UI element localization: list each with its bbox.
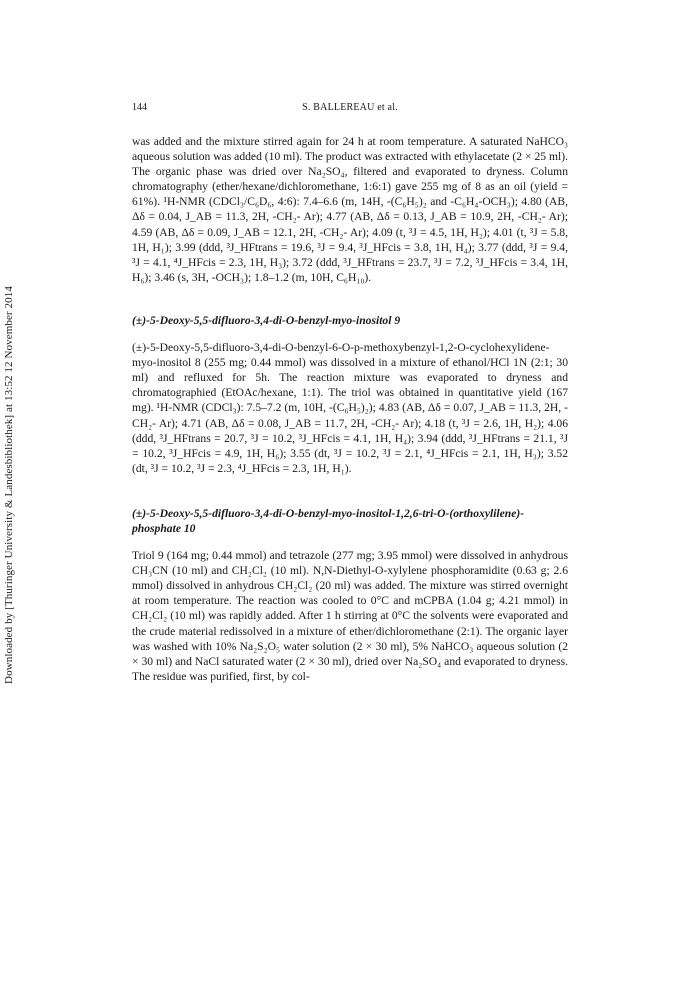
page-body — [132, 134, 568, 684]
page-number: 144 — [132, 102, 147, 113]
page-header — [132, 102, 568, 116]
paragraph-compound-10: Triol 9 (164 mg; 0.44 mmol) and tetrazole (277 mg; 3.95 mmol) were dissolved in anhydrous CH₃CN (10 ml) and CH₂Cl₂ (10 ml). N,N-Diethyl-O-xylylene phosphoramidite (0.63 g; 2.6 mmol) dissolved in anhydrous CH₂Cl₂ (20 ml) was added. The mixture was stirred overnight at room temperature. The reaction was cooled to 0°C and mCPBA (1.04 g; 4.21 mmol) in CH₂Cl₂ (10 ml) was rapidly added. After 1 h stirring at 0°C the solvents were evaporated and the crude material redissolved in a mixture of ether/dichloromethane (2:1). The organic layer was washed with 10% Na₂S₂O₅ water solution (2 × 30 ml), 5% NaHCO₃ aqueous solution (2 × 30 ml) and NaCl saturated water (2 × 30 ml), dried over Na₂SO₄ and evaporated to dryness. The residue was purified, first, by col- — [132, 549, 568, 683]
paragraph-continuation: was added and the mixture stirred again for 24 h at room temperature. A saturated NaHCO₃ aqueous solution was added (10 ml). The product was extracted with ethylacetate (2 × 25 ml). The organic phase was dried over Na₂SO₄, filtered and evaporated to dryness. Column chromatography (ether/hexane/dichloromethane, 1:6:1) gave 255 mg of 8 as an oil (yield = 61%). ¹H-NMR (CDCl₃/C₆D₆, 4:6): 7.4–6.6 (m, 14H, -(C₆H₅)₂ and -C₆H₄-OCH₃); 4.80 (AB, Δδ = 0.04, J_AB = 11.3, 2H, -CH₂- Ar); 4.77 (AB, Δδ = 0.13, J_AB = 10.9, 2H, -CH₂- Ar); 4.59 (AB, Δδ = 0.09, J_AB = 12.1, 2H, -CH₂- Ar); 4.09 (t, ³J = 4.5, 1H, H₂); 4.01 (t, ³J = 5.8, 1H, H₁); 3.99 (ddd, ³J_HFtrans = 19.6, ³J = 9.4, ³J_HFcis = 3.8, 1H, H₄); 3.77 (ddd, ³J = 9.4, ³J = 4.1, ⁴J_HFcis = 2.3, 1H, H₃); 3.72 (ddd, ³J_HFtrans = 23.7, ³J = 7.2, ³J_HFcis = 3.4, 1H, H₆); 3.46 (s, 3H, -OCH₃); 1.8–1.2 (m, 10H, C₆H₁₀). — [132, 135, 568, 284]
running-head: S. BALLEREAU et al. — [302, 102, 398, 113]
section-heading-compound-9: (±)-5-Deoxy-5,5-difluoro-3,4-di-O-benzyl-myo-inositol 9 — [132, 313, 401, 327]
download-watermark-text: Downloaded by [Thuringer University & Landesbibliothek] at 13:52 12 November 2014 — [3, 286, 15, 684]
paragraph-compound-9: (±)-5-Deoxy-5,5-difluoro-3,4-di-O-benzyl-6-O-p-methoxybenzyl-1,2-O-cyclohexylidene-myo-inositol 8 (255 mg; 0.44 mmol) was dissolved in a mixture of ethanol/HCl 1N (2:1; 30 ml) and refluxed for 5h. The reaction mixture was evaporated to dryness and chromatographied (EtOAc/hexane, 1:1). The triol was obtained in quantitative yield (167 mg). ¹H-NMR (CDCl₃): 7.5–7.2 (m, 10H, -(C₆H₅)₂); 4.83 (AB, Δδ = 0.07, J_AB = 11.3, 2H, -CH₂- Ar); 4.71 (AB, Δδ = 0.08, J_AB = 11.7, 2H, -CH₂- Ar); 4.18 (t, ³J = 2.6, 1H, H₂); 4.06 (ddd, ³J_HFtrans = 20.7, ³J = 10.2, ³J_HFcis = 4.1, 1H, H₄); 3.94 (ddd, ³J_HFtrans = 21.1, ³J = 10.2, ³J_HFcis = 4.9, 1H, H₆); 3.55 (dt, ³J = 10.2, ³J = 2.1, ⁴J_HFcis = 2.1, 1H, H₃); 3.52 (dt, ³J = 10.2, ³J = 2.3, ⁴J_HFcis = 2.3, 1H, H₁). — [132, 341, 568, 475]
section-heading-compound-10: (±)-5-Deoxy-5,5-difluoro-3,4-di-O-benzyl-myo-inositol-1,2,6-tri-O-(orthoxylilene)-phosphate 10 — [132, 506, 525, 535]
download-watermark — [2, 250, 16, 720]
